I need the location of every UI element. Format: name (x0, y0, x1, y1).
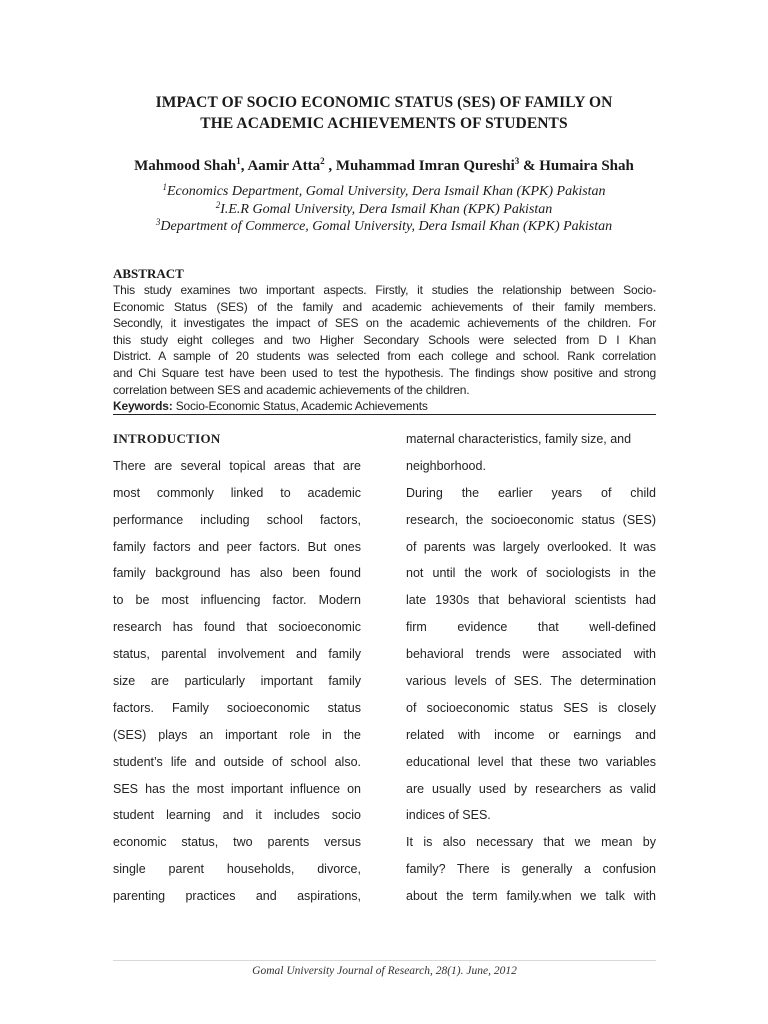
abstract-line: this study eight colleges and two Higher Secondary Schools were selected from D I Khan (113, 332, 656, 347)
abstract-section (113, 265, 656, 415)
author-name: Muhammad Imran Qureshi (335, 158, 515, 174)
body-text-line: most commonly linked to academic (113, 485, 361, 500)
body-text-line: various levels of SES. The determination (406, 674, 656, 689)
body-text-line: related with income or earnings and (406, 727, 656, 742)
body-text-line: maternal characteristics, family size, and (406, 432, 632, 446)
body-text-line: to be most influencing factor. Modern (113, 593, 361, 608)
body-text-line: factors. Family socioeconomic status (113, 700, 361, 715)
body-text-line: of parents was largely overlooked. It was (406, 539, 656, 554)
body-text-line: family? There is generally a confusion (406, 862, 656, 877)
left-column (113, 428, 361, 912)
body-text-line: about the term family.when we talk with (406, 889, 656, 904)
body-text-line: educational level that these two variables (406, 754, 656, 769)
author-list (60, 156, 708, 176)
title-line-2: THE ACADEMIC ACHIEVEMENTS OF STUDENTS (200, 115, 568, 132)
affiliation-mark: 3 (155, 217, 161, 227)
body-text-line: It is also necessary that we mean by (406, 835, 656, 850)
body-text-line: family background has also been found (113, 566, 361, 581)
affiliation-text: Economics Department, Gomal University, Dera Ismail Khan (KPK) Pakistan (166, 184, 606, 199)
body-text-line: student learning and it includes socio (113, 808, 361, 823)
keywords (113, 398, 656, 415)
abstract-line: Economic Status (SES) of the family and academic achievements of their family members. (113, 299, 656, 314)
author-name: Aamir Atta (247, 158, 321, 174)
abstract-heading: ABSTRACT (113, 266, 184, 281)
affiliation (60, 218, 708, 236)
abstract-line: correlation between SES and academic achievements of the children. (113, 382, 470, 397)
body-text-line: of socioeconomic status SES is closely (406, 700, 656, 715)
body-text-line: research has found that socioeconomic (113, 620, 361, 635)
body-text-line: family factors and peer factors. But ones (113, 539, 361, 554)
author-name: Mahmood Shah (134, 158, 237, 174)
body-text-line: performance including school factors, (113, 512, 361, 527)
body-text-line: research, the socioeconomic status (SES) (406, 512, 656, 527)
body-text-line: During the earlier years of child (406, 485, 656, 500)
affiliation (60, 183, 708, 201)
body-text-line: There are several topical areas that are (113, 458, 361, 473)
affiliation-text: Department of Commerce, Gomal University, Dera Ismail Khan (KPK) Pakistan (160, 219, 613, 234)
affiliation-text: I.E.R Gomal University, Dera Ismail Khan (KPK) Pakistan (220, 201, 553, 217)
footer-divider (113, 960, 656, 961)
body-text-line: indices of SES. (406, 808, 491, 823)
abstract-line: District. A sample of 20 students was selected from each college and school. Rank correlation (113, 349, 656, 364)
affiliation (60, 201, 708, 219)
body-text-line: size are particularly important family (113, 674, 361, 689)
affiliation-mark: 1 (162, 182, 167, 192)
author-separator: & (519, 158, 540, 174)
body-text-line: SES has the most important influence on (113, 781, 361, 796)
author-affiliation-mark: 2 (320, 156, 325, 166)
body-text-line: (SES) plays an important role in the (113, 727, 361, 742)
body-text-line: status, parental involvement and family (113, 647, 361, 662)
body-text-line: parenting practices and aspirations, (113, 889, 361, 904)
body-text-line: late 1930s that behavioral scientists had (406, 593, 656, 608)
body-text-line: single parent households, divorce, (113, 862, 361, 877)
body-text-line: behavioral trends were associated with (406, 647, 656, 662)
abstract-divider (113, 414, 656, 415)
author-name: Humaira Shah (539, 158, 634, 174)
author-separator: , (240, 158, 248, 174)
body-text-line: student’s life and outside of school also. (113, 754, 361, 769)
body-text-line: not until the work of sociologists in the (406, 566, 656, 581)
abstract-body (113, 282, 656, 398)
body-text-line: neighborhood. (406, 458, 486, 473)
abstract-line: and Chi Square test have been used to test the hypothesis. The findings show positive and strong (113, 365, 656, 380)
keywords-text: Socio-Economic Status, Academic Achievements (172, 399, 428, 414)
body-text-line: are usually used by researchers as valid (406, 781, 656, 796)
section-heading-introduction: INTRODUCTION (113, 431, 221, 446)
abstract-line: This study examines two important aspects. Firstly, it studies the relationship between Socio- (113, 283, 656, 297)
affiliation-list (60, 183, 708, 236)
affiliation-mark: 2 (215, 199, 221, 210)
author-affiliation-mark: 1 (236, 156, 241, 166)
title-line-1: IMPACT OF SOCIO ECONOMIC STATUS (SES) OF FAMILY ON (155, 94, 613, 111)
right-column (406, 428, 656, 912)
body-text-line: economic status, two parents versus (113, 835, 361, 850)
keywords-label: Keywords: (113, 399, 173, 414)
author-affiliation-mark: 3 (514, 156, 520, 166)
paper-title (100, 92, 668, 134)
abstract-line: Secondly, it investigates the impact of SES on the academic achievements of the children. For (113, 316, 656, 331)
running-footer: Gomal University Journal of Research, 28(1). June, 2012 (252, 965, 517, 977)
author-separator: , (324, 158, 336, 174)
body-text-line: firm evidence that well-defined (406, 620, 656, 635)
